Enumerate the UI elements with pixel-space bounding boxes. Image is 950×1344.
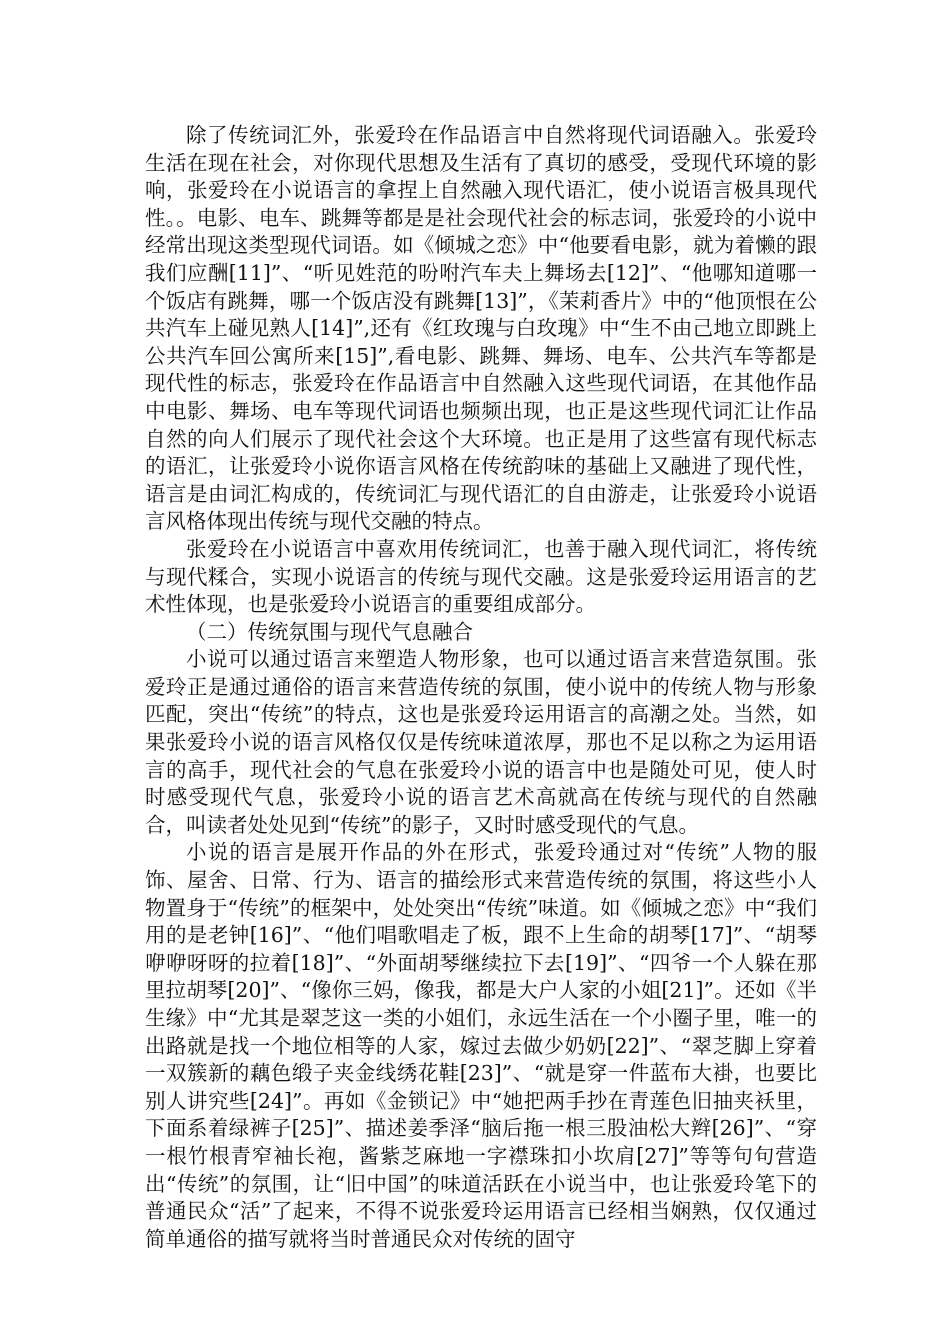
paragraph-1: 除了传统词汇外，张爱玲在作品语言中自然将现代词语融入。张爱玲生活在现在社会，对你现代思想及生活有了真切的感受，受现代环境的影响，张爱玲在小说语言的拿捏上自然融入现代语汇，使小说语言极具现代性。。电影、电车、跳舞等都是是社会现代社会的标志词，张爱玲的小说中经常出现这类型现代词语。如《倾城之恋》中“他要看电影，就为着懒的跟我们应酬[11]”、“听见姓范的吩咐汽车夫上舞场去[12]”、“他哪知道哪一个饭店有跳舞，哪一个饭店没有跳舞[13]”，《茉莉香片》中的“他顶恨在公共汽车上碰见熟人[14]”,还有《红玫瑰与白玫瑰》中“生不由己地立即跳上公共汽车回公寓所来[15]”,看电影、跳舞、舞场、电车、公共汽车等都是现代性的标志，张爱玲在作品语言中自然融入这些现代词语，在其他作品中电影、舞场、电车等现代词语也频频出现，也正是这些现代词汇让作品自然的向人们展示了现代社会这个大环境。也正是用了这些富有现代标志的语汇，让张爱玲小说你语言风格在传统韵味的基础上又融进了现代性，语言是由词汇构成的，传统词汇与现代语汇的自由游走，让张爱玲小说语言风格体现出传统与现代交融的特点。	[145, 123, 817, 534]
paragraph-2: 张爱玲在小说语言中喜欢用传统词汇，也善于融入现代词汇，将传统与现代糅合，实现小说语言的传统与现代交融。这是张爱玲运用语言的艺术性体现，也是张爱玲小说语言的重要组成部分。	[145, 536, 817, 617]
paragraph-3: 小说可以通过语言来塑造人物形象，也可以通过语言来营造氛围。张爱玲正是通过通俗的语言来营造传统的氛围，使小说中的传统人物与形象匹配，突出“传统”的特点，这也是张爱玲运用语言的高潮之处。当然，如果张爱玲小说的语言风格仅仅是传统味道浓厚，那也不足以称之为运用语言的高手，现代社会的气息在张爱玲小说的语言中也是随处可见，使人时时感受现代气息，张爱玲小说的语言艺术高就高在传统与现代的自然融合，叫读者处处见到“传统”的影子，又时时感受现代的气息。	[145, 647, 817, 837]
paragraph-4: 小说的语言是展开作品的外在形式，张爱玲通过对“传统”人物的服饰、屋舍、日常、行为、语言的描绘形式来营造传统的氛围，将这些小人物置身于“传统”的框架中，处处突出“传统”味道。如《倾城之恋》中“我们用的是老钟[16]”、“他们唱歌唱走了板，跟不上生命的胡琴[17]”、“胡琴咿咿呀呀的拉着[18]”、“外面胡琴继续拉下去[19]”、“四爷一个人躲在那里拉胡琴[20]”、“像你三妈，像我，都是大户人家的小姐[21]”。还如《半生缘》中“尤其是翠芝这一类的小姐们，永远生活在一个小圈子里，唯一的出路就是找一个地位相等的人家，嫁过去做少奶奶[22]”、“翠芝脚上穿着一双簇新的藕色缎子夹金线绣花鞋[23]”、“就是穿一件蓝布大褂，也要比别人讲究些[24]”。再如《金锁记》中“她把两手抄在青莲色旧抽夹袄里，下面系着绿裤子[25]”、描述姜季泽“脑后拖一根三股油松大辫[26]”、“穿一根竹根青窄袖长袍，酱紫芝麻地一字襟珠扣小坎肩[27]”等等句句营造出“传统”的氛围，让“旧中国”的味道活跃在小说当中，也让张爱玲笔下的普通民众“活”了起来，不得不说张爱玲运用语言已经相当娴熟，仅仅通过简单通俗的描写就将当时普通民众对传统的固守	[145, 840, 817, 1251]
section-heading: （二）传统氛围与现代气息融合	[186, 619, 473, 644]
document-body	[145, 122, 817, 1253]
